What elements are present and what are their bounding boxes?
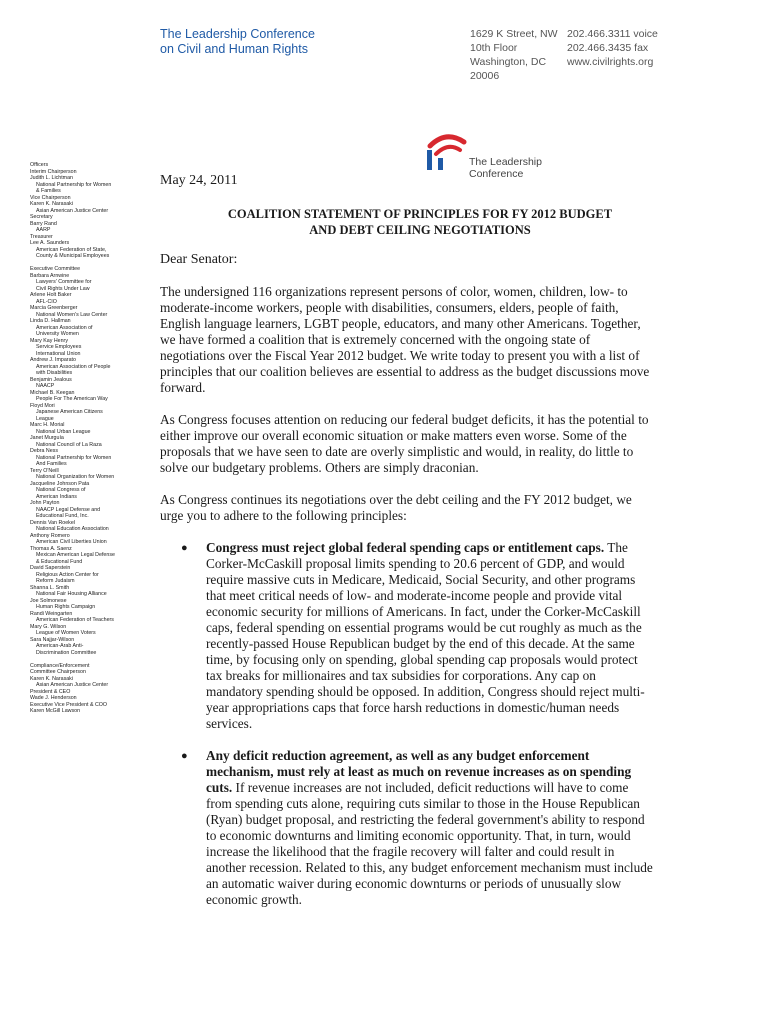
- sidebar-line: & Families: [36, 188, 61, 194]
- sidebar-line: Barry Rand: [30, 220, 57, 227]
- salutation: Dear Senator:: [160, 252, 238, 267]
- bullet-icon: ●: [181, 750, 188, 762]
- principle-item: [160, 540, 655, 732]
- sidebar-line: Anthony Romero: [30, 532, 70, 539]
- sidebar-line: International Union: [36, 350, 81, 357]
- sidebar-line: American-Arab Anti-: [36, 643, 84, 649]
- letter-title: [160, 206, 680, 238]
- sidebar-line: Floyd Mori: [30, 402, 55, 409]
- sidebar-line: National Fair Housing Alliance: [36, 591, 107, 597]
- sidebar-line: American Association of People: [36, 363, 111, 370]
- sidebar-line: Randi Weingarten: [30, 610, 73, 617]
- sidebar-line: Japanese American Citizens: [36, 409, 103, 415]
- sidebar-line: League: [36, 415, 54, 422]
- body-paragraph: As Congress focuses attention on reducing our federal budget deficits, it has the potential to either improve our overall economic situation or make matters even worse. Some of the proposals that we have seen to date are overly simplistic and would, in reality, do little to solve our budgetary problems. Others are simply draconian.: [160, 412, 649, 475]
- sidebar-line: Executive Committee: [30, 266, 81, 272]
- logo-bar-right: [438, 158, 443, 170]
- sidebar-line: National Partnership for Women: [36, 454, 112, 461]
- contact-line: 202.466.3311 voice: [567, 28, 658, 40]
- sidebar-line: Marcia Greenberger: [30, 305, 78, 311]
- sidebar-line: Asian American Justice Center: [36, 207, 109, 214]
- sidebar-line: Mexican American Legal Defense: [36, 552, 115, 558]
- sidebar-line: National Congress of: [36, 487, 86, 493]
- sidebar-line: National Council of La Raza: [36, 441, 102, 448]
- sidebar-line: American Federation of State,: [36, 246, 107, 253]
- sidebar-line: David Saperstein: [30, 565, 71, 571]
- logo-text-line: The Leadership: [469, 156, 542, 168]
- sidebar-line: National Education Association: [36, 526, 109, 532]
- sidebar-line: Barbara Arnwine: [30, 272, 70, 279]
- sidebar-line: Jacqueline Johnson Pata: [30, 480, 90, 487]
- address-line: Washington, DC: [470, 56, 547, 68]
- title-line: AND DEBT CEILING NEGOTIATIONS: [309, 223, 531, 237]
- logo-arc-inner: [436, 147, 460, 154]
- sidebar-line: Linda D. Hallman: [30, 318, 71, 324]
- sidebar-line: Karen McGill Lawson: [30, 708, 81, 714]
- sidebar-line: & Educational Fund: [36, 558, 83, 565]
- sidebar-line: Joe Solmonese: [30, 597, 67, 604]
- address-line: 20006: [470, 70, 500, 82]
- contact-line: 202.466.3435 fax: [567, 42, 649, 54]
- letterhead-contact: [567, 27, 658, 69]
- sidebar-line: Educational Fund, Inc.: [36, 513, 89, 519]
- sidebar-line: Karen K. Narasaki: [30, 675, 73, 682]
- sidebar-line: AARP: [36, 227, 51, 233]
- sidebar-line: And Families: [36, 461, 67, 467]
- sidebar-line: Judith L. Lichtman: [30, 175, 73, 181]
- sidebar-line: National Urban League: [36, 428, 91, 435]
- contact-line: www.civilrights.org: [567, 56, 654, 68]
- sidebar-line: National Partnership for Women: [36, 181, 112, 188]
- sidebar-line: People For The American Way: [36, 396, 108, 402]
- sidebar-line: Service Employees: [36, 344, 82, 350]
- sidebar-line: Treasurer: [30, 233, 53, 240]
- sidebar-line: American Civil Liberties Union: [36, 539, 107, 545]
- sidebar-line: AFL-CIO: [36, 298, 57, 305]
- logo-arc-outer: [430, 137, 464, 146]
- letterhead-address: [470, 27, 558, 83]
- sidebar-line: Lawyers' Committee for: [36, 279, 92, 285]
- sidebar-line: Human Rights Campaign: [36, 604, 96, 610]
- sidebar-line: American Association of: [36, 324, 93, 331]
- sidebar-line: Religious Action Center for: [36, 571, 99, 578]
- org-name-line: on Civil and Human Rights: [160, 42, 308, 56]
- principles-list: [160, 540, 655, 908]
- sidebar-line: Dennis Van Roekel: [30, 519, 75, 526]
- logo-bar-left: [427, 150, 432, 170]
- sidebar-line: Shanna L. Smith: [30, 584, 70, 591]
- sidebar-line: Karen K. Narasaki: [30, 201, 73, 207]
- address-line: 1629 K Street, NW: [470, 28, 558, 40]
- sidebar-line: National Organization for Women: [36, 474, 115, 480]
- title-line: COALITION STATEMENT OF PRINCIPLES FOR FY 2012 BUDGET: [227, 207, 613, 221]
- sidebar-line: Arlene Holt Baker: [30, 292, 72, 298]
- sidebar-line: Lee A. Saunders: [30, 240, 70, 246]
- sidebar-line: Civil Rights Under Law: [36, 285, 90, 292]
- logo-text-line: Conference: [469, 168, 524, 180]
- sidebar-line: County & Municipal Employees: [36, 253, 110, 259]
- sidebar-line: Andrew J. Imparato: [30, 357, 76, 363]
- org-name-line: The Leadership Conference: [160, 27, 315, 41]
- sidebar-line: Officers: [30, 162, 49, 168]
- letterhead-org-name: [160, 27, 315, 57]
- leadership-conference-logo: [424, 132, 574, 182]
- bullet-icon: ●: [181, 542, 188, 554]
- principle-text: The Corker-McCaskill proposal limits spending to 20.6 percent of GDP, and would require massive cuts in Medicare, Medicaid, Social Security, and other programs that meet critical needs of low- and moderate-income people and provide vital economic security for millions of Americans. In fact, under the Corker-McCaskill caps, federal spending on essential programs would be cut roughly as much as the recently-passed House Republican budget by the end of this decade. At the same time, by focusing only on spending, global spending cap proposals would protect tax breaks for millionaires and tax subsidies for corporations. Any cap on mandatory spending should be opposed. In addition, Congress should reject multi-year appropriations caps that force harsh reductions in domestic/human needs services.: [206, 540, 645, 731]
- sidebar-line: President & CEO: [30, 688, 71, 695]
- sidebar-line: Interim Chairperson: [30, 168, 77, 175]
- sidebar-line: University Women: [36, 331, 79, 337]
- body-paragraph: The undersigned 116 organizations represent persons of color, women, children, low- to moderate-income workers, people with disabilities, consumers, elders, people of faith, English language learners, LGBT people, educators, and many other Americans. Together, we have formed a coalition that is extremely concerned with the ongoing state of negotiations over the Fiscal Year 2012 budget. We write today to present you with a list of principles that our coalition believes are essential to address as the budget discussions move forward.: [160, 284, 650, 395]
- sidebar-line: Thomas A. Saenz: [30, 545, 72, 552]
- body-paragraph: As Congress continues its negotiations over the debt ceiling and the FY 2012 budget, we urge you to adhere to the following principles:: [160, 492, 632, 523]
- sidebar-line: John Payton: [30, 500, 60, 506]
- sidebar-line: League of Women Voters: [36, 630, 96, 636]
- sidebar-line: Benjamin Jealous: [30, 376, 72, 383]
- sidebar-line: Executive Vice President & COO: [30, 701, 108, 708]
- sidebar-line: Asian American Justice Center: [36, 682, 109, 688]
- letter-body: [160, 284, 655, 924]
- sidebar-line: Mary G. Wilson: [30, 623, 67, 630]
- sidebar-line: American Indians: [36, 493, 77, 500]
- sidebar-line: Terry O'Neill: [30, 467, 59, 474]
- sidebar-line: Secretary: [30, 214, 53, 220]
- sidebar-line: Marc H. Morial: [30, 422, 65, 428]
- sidebar-line: Debra Ness: [30, 448, 58, 454]
- sidebar-line: Discrimination Committee: [36, 649, 97, 656]
- sidebar-line: Janet Murguía: [30, 435, 64, 441]
- letter-date: May 24, 2011: [160, 173, 238, 188]
- sidebar-line: American Federation of Teachers: [36, 617, 114, 623]
- sidebar-line: NAACP Legal Defense and: [36, 506, 101, 513]
- sidebar-line: with Disabilities: [36, 370, 73, 376]
- sidebar-line: NAACP: [36, 383, 55, 389]
- logo-mark-icon: [424, 132, 468, 176]
- address-line: 10th Floor: [470, 42, 518, 54]
- sidebar-line: Wade J. Henderson: [30, 695, 77, 701]
- officers-sidebar: [30, 162, 135, 715]
- principle-text: If revenue increases are not included, deficit reductions will have to come from spending cuts alone, requiring cuts similar to those in the House Republican (Ryan) budget proposal, and restricting the federal government's ability to respond to economic downturns and limiting economic opportunity. That, in turn, would increase the likelihood that the fragile recovery will falter and could result in another recession. Related to this, any budget enforcement mechanism must include an automatic waiver during economic downturns or periods of unusually slow economic growth.: [206, 780, 653, 907]
- sidebar-line: Reform Judaism: [36, 578, 75, 584]
- sidebar-line: Sara Najjar-Wilson: [30, 636, 75, 643]
- sidebar-line: National Women's Law Center: [36, 311, 108, 318]
- principle-heading: Congress must reject global federal spending caps or entitlement caps.: [206, 540, 605, 555]
- sidebar-line: Mary Kay Henry: [30, 337, 68, 344]
- sidebar-line: Vice Chairperson: [30, 194, 71, 201]
- sidebar-line: Michael B. Keegan: [30, 389, 75, 396]
- principle-item: [160, 748, 655, 908]
- sidebar-line: Compliance/Enforcement: [30, 662, 90, 669]
- principle-heading: Any deficit reduction agreement, as well as any budget enforcement mechanism, must rely at least as much on revenue increases as on spending cuts.: [206, 748, 632, 795]
- sidebar-line: Committee Chairperson: [30, 669, 86, 675]
- logo-text: [469, 156, 542, 180]
